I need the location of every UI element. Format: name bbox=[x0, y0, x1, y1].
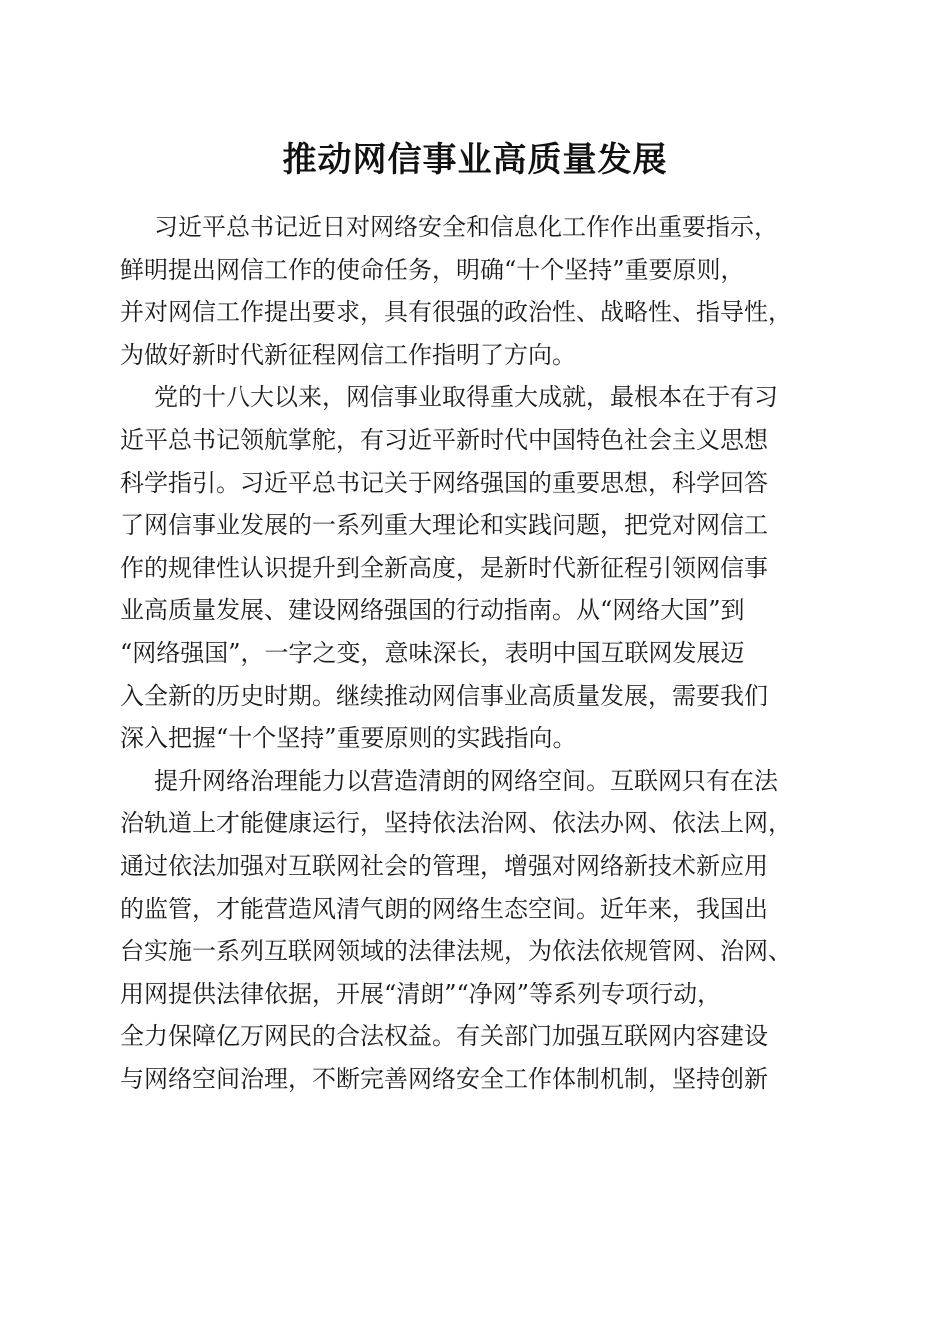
paragraph-line: 业高质量发展、建设网络强国的行动指南。从“网络大国”到 bbox=[120, 596, 745, 625]
paragraph-line: 鲜明提出网信工作的使命任务，明确“十个坚持”重要原则， bbox=[120, 255, 745, 284]
paragraph-line: 的监管，才能营造风清气朗的网络生态空间。近年来，我国出 bbox=[120, 894, 768, 923]
paragraph-line: 与网络空间治理，不断完善网络安全工作体制机制，坚持创新 bbox=[120, 1064, 768, 1093]
paragraph-3 bbox=[120, 760, 840, 1101]
paragraph-line: 作的规律性认识提升到全新高度，是新时代新征程引领网信事 bbox=[120, 553, 768, 582]
paragraph-line: 党的十八大以来，网信事业取得重大成就，最根本在于有习 bbox=[154, 383, 778, 412]
paragraph-line: 近平总书记领航掌舵，有习近平新时代中国特色社会主义思想 bbox=[120, 425, 768, 454]
paragraph-line: 治轨道上才能健康运行，坚持依法治网、依法办网、依法上网， bbox=[120, 809, 792, 838]
paragraph-1 bbox=[120, 206, 840, 376]
paragraph-line: 深入把握“十个坚持”重要原则的实践指向。 bbox=[120, 724, 577, 753]
paragraph-line: 全力保障亿万网民的合法权益。有关部门加强互联网内容建设 bbox=[120, 1022, 768, 1051]
paragraph-line: 了网信事业发展的一系列重大理论和实践问题，把党对网信工 bbox=[120, 511, 768, 540]
paragraph-2 bbox=[120, 376, 840, 759]
paragraph-line: 入全新的历史时期。继续推动网信事业高质量发展，需要我们 bbox=[120, 681, 768, 710]
paragraph-line: 习近平总书记近日对网络安全和信息化工作作出重要指示， bbox=[154, 213, 778, 241]
paragraph-line: 通过依法加强对互联网社会的管理，增强对网络新技术新应用 bbox=[120, 851, 768, 880]
paragraph-line: 用网提供法律依据，开展“清朗”“净网”等系列专项行动， bbox=[120, 979, 722, 1008]
paragraph-line: “网络强国”，一字之变，意味深长，表明中国互联网发展迈 bbox=[120, 638, 745, 667]
document-body bbox=[120, 206, 840, 1100]
paragraph-line: 科学指引。习近平总书记关于网络强国的重要思想，科学回答 bbox=[120, 468, 768, 497]
paragraph-line: 为做好新时代新征程网信工作指明了方向。 bbox=[120, 340, 576, 369]
document-title: 推动网信事业高质量发展 bbox=[282, 140, 668, 180]
paragraph-line: 台实施一系列互联网领域的法律法规，为依法依规管网、治网、 bbox=[120, 937, 792, 966]
paragraph-line: 提升网络治理能力以营造清朗的网络空间。互联网只有在法 bbox=[154, 766, 778, 795]
paragraph-line: 并对网信工作提出要求，具有很强的政治性、战略性、指导性， bbox=[120, 298, 792, 327]
